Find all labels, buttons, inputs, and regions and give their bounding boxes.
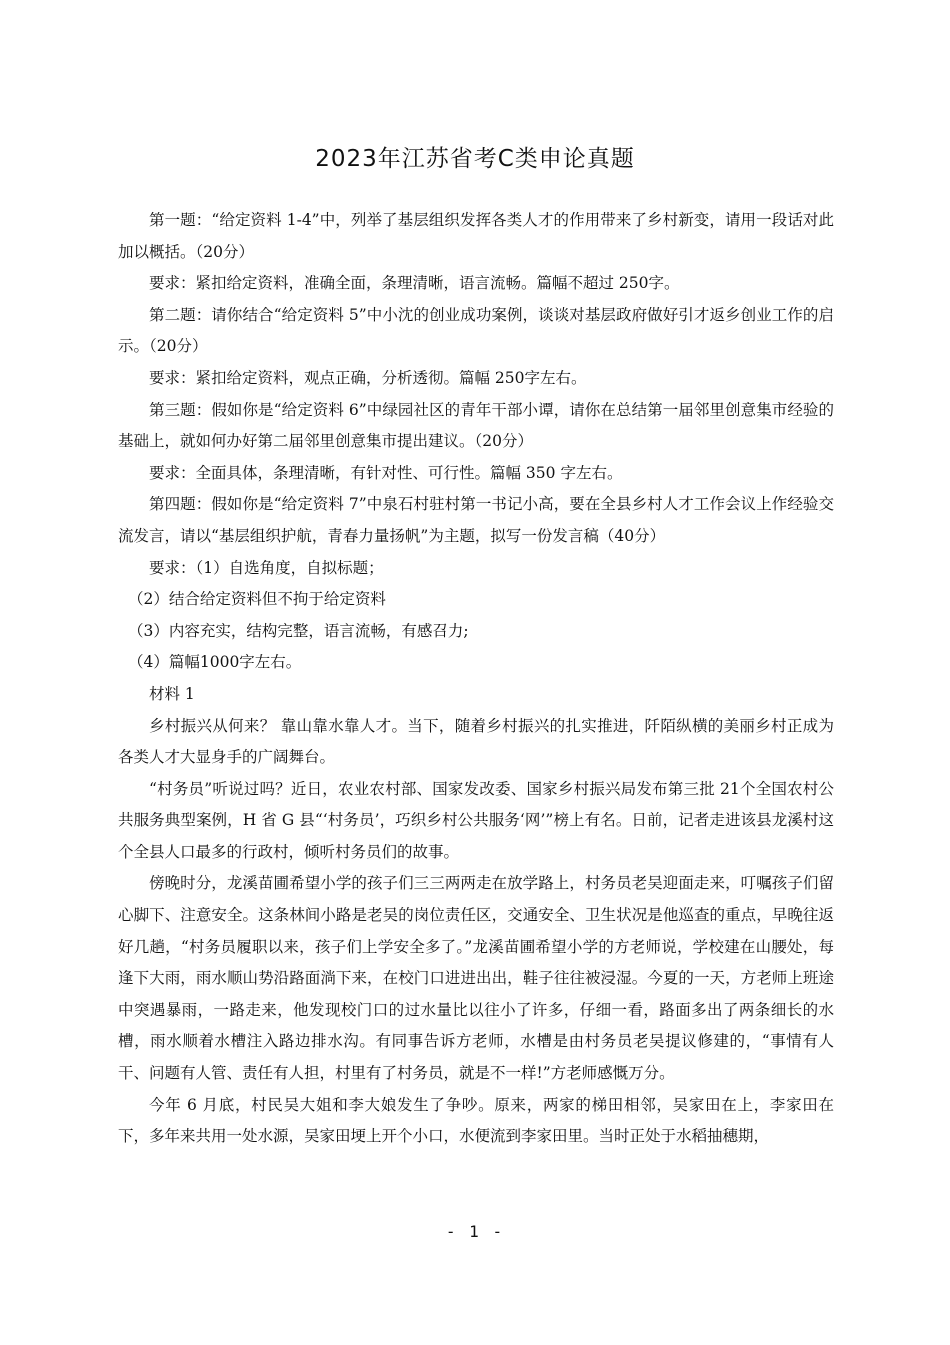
paragraph-q1: 第一题：“给定资料 1-4”中，列举了基层组织发挥各类人才的作用带来了乡村新变，请用一段话对此加以概括。（20分） [118,211,834,261]
paragraph-q3-req: 要求：全面具体，条理清晰，有针对性、可行性。篇幅 350 字左右。 [149,463,623,482]
paragraph-m1-p3: 傍晚时分，龙溪苗圃希望小学的孩子们三三两两走在放学路上，村务员老吴迎面走来，叮嘱孩子们留心脚下、注意安全。这条林间小路是老吴的岗位责任区，交通安全、卫生状况是他巡查的重点，早晚往返好几趟，“村务员履职以来，孩子们上学安全多了。”龙溪苗圃希望小学的方老师说，学校建在山腰处，每逢下大雨，雨水顺山势沿路面淌下来，在校门口进进出出，鞋子往往被浸湿。今夏的一天，方老师上班途中突遇暴雨，一路走来，他发现校门口的过水量比以往小了许多，仔细一看，路面多出了两条细长的水槽，雨水顺着水槽注入路边排水沟。有同事告诉方老师，水槽是由村务员老吴提议修建的，“事情有人干、问题有人管、责任有人担，村里有了村务员，就是不一样!”方老师感慨万分。 [118,874,834,1083]
paragraph-q4-req-4: （4）篇幅1000字左右。 [128,653,302,672]
document-title: 2023年江苏省考C类申论真题 [315,146,635,172]
page-number: - 1 - [445,1222,505,1241]
paragraph-m1-p2: “村务员”听说过吗？近日，农业农村部、国家发改委、国家乡村振兴局发布第三批 21个全国农村公共服务典型案例，H 省 G 县“‘村务员’，巧织乡村公共服务‘网’”榜上有名。日前，记者走进该县龙溪村这个全县人口最多的行政村，倾听村务员们的故事。 [118,779,834,861]
paragraph-m1-heading: 材料 1 [149,684,195,703]
paragraph-q2: 第二题：请你结合“给定资料 5”中小沈的创业成功案例，谈谈对基层政府做好引才返乡创业工作的启示。（20分） [118,305,834,356]
paragraph-m1-p1: 乡村振兴从何来？ 靠山靠水靠人才。当下，随着乡村振兴的扎实推进，阡陌纵横的美丽乡村正成为各类人才大显身手的广阔舞台。 [118,716,834,767]
paragraph-m1-p4: 今年 6 月底，村民吴大姐和李大娘发生了争吵。原来，两家的梯田相邻，吴家田在上，李家田在下，多年来共用一处水源，吴家田埂上开个小口，水便流到李家田里。当时正处于水稻抽穗期， [118,1095,834,1146]
paragraph-q4-req-2: （2）结合给定资料但不拘于给定资料 [128,590,386,609]
paragraph-q2-req: 要求：紧扣给定资料，观点正确，分析透彻。篇幅 250字左右。 [149,368,587,387]
document-body [118,205,834,1153]
paragraph-q3: 第三题：假如你是“给定资料 6”中绿园社区的青年干部小谭，请你在总结第一届邻里创意集市经验的基础上，就如何办好第二届邻里创意集市提出建议。（20分） [118,400,834,451]
paragraph-q4-req-1: 要求：（1）自选角度，自拟标题； [149,558,384,577]
paragraph-q4-req-3: （3）内容充实，结构完整，语言流畅，有感召力; [128,621,469,640]
paragraph-q4: 第四题：假如你是“给定资料 7”中泉石村驻村第一书记小高，要在全县乡村人才工作会议上作经验交流发言，请以“基层组织护航，青春力量扬帆”为主题，拟写一份发言稿（40分） [118,495,834,545]
paragraph-q1-req: 要求：紧扣给定资料，准确全面，条理清晰，语言流畅。篇幅不超过 250字。 [149,274,680,293]
